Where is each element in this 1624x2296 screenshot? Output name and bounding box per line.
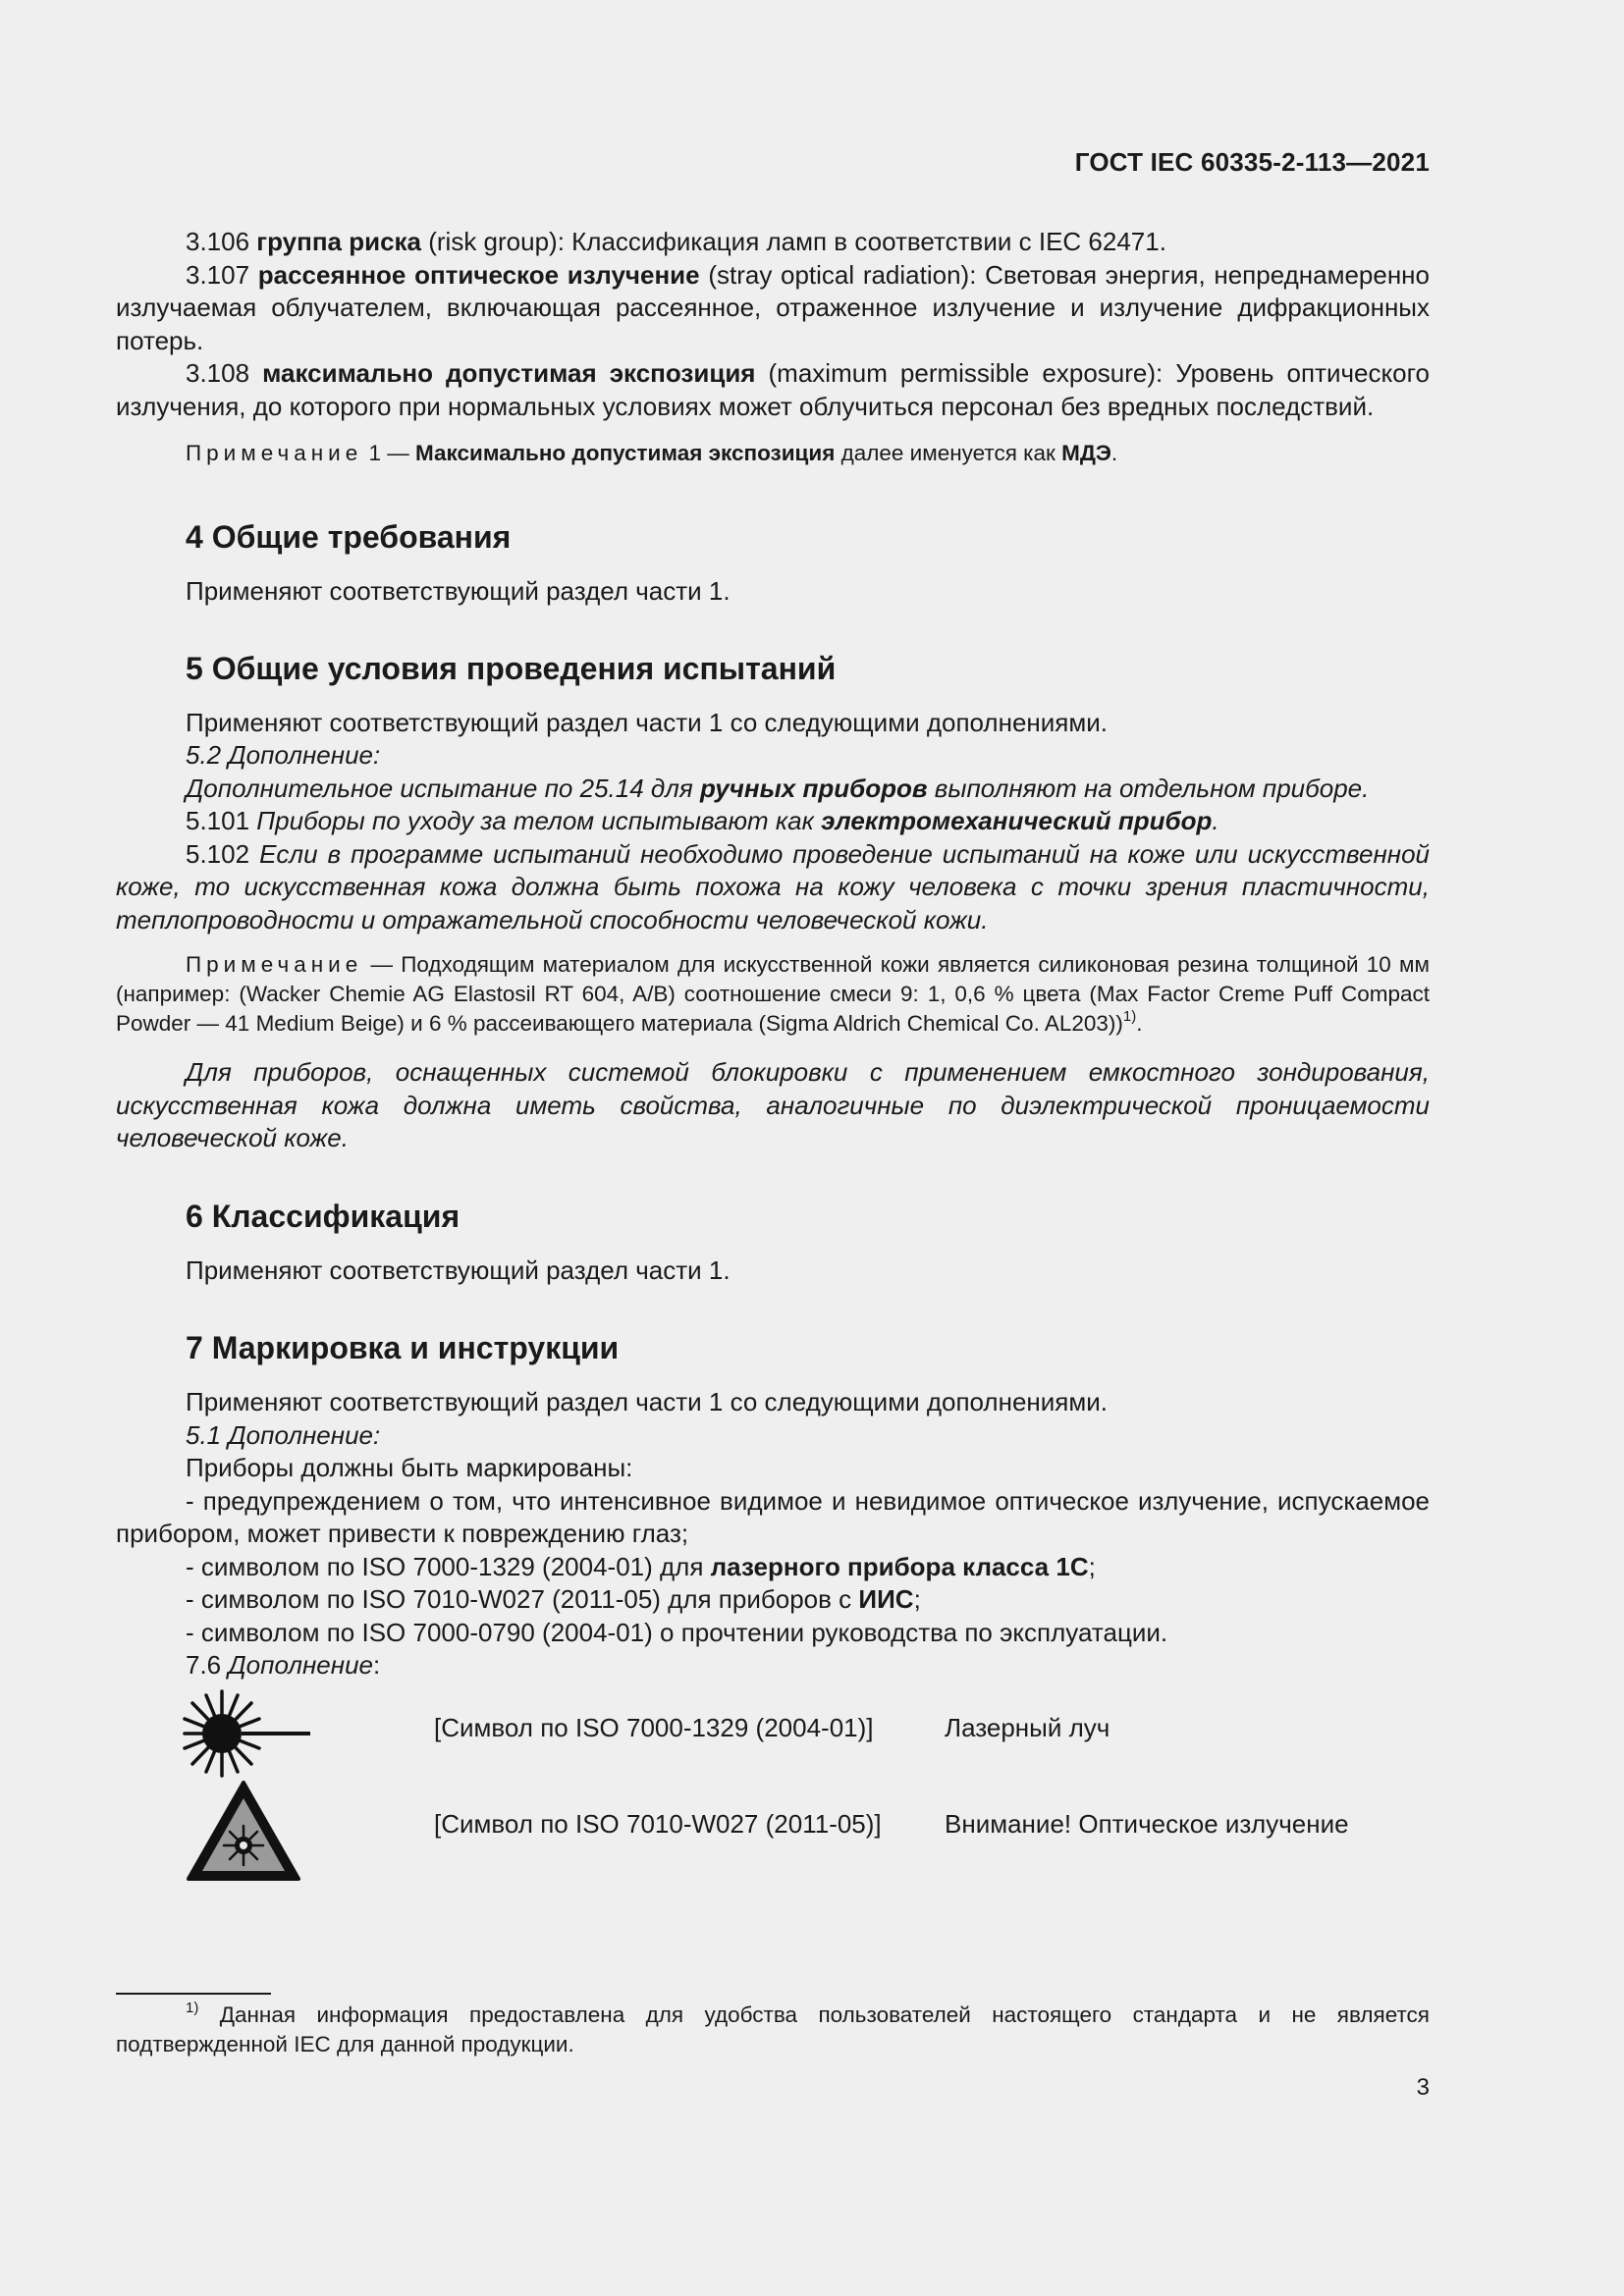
note-1: Примечание 1 — Максимально допустимая экспозиция далее именуется как МДЭ. [186, 441, 1118, 465]
marking-item-3: - символом по ISO 7010-W027 (2011-05) для приборов с ИИС; [186, 1584, 921, 1614]
definition-3-106: 3.106 группа риска (risk group): Классификация ламп в соответствии с IEC 62471. [186, 227, 1166, 256]
clause-5-102: 5.102 Если в программе испытаний необходимо проведение испытаний на коже или искусственной коже, то искусственная кожа должна быть похожа на кожу человека с точки зрения пластичности, теплопроводности и отражательной способности человеческой кожи. [116, 838, 1430, 934]
addition-5-2-label: 5.2 Дополнение: [186, 740, 381, 770]
addition-7-6-label: 7.6 Дополнение: [186, 1650, 381, 1680]
marking-item-2: - символом по ISO 7000-1329 (2004-01) для лазерного прибора класса 1С; [186, 1551, 1096, 1581]
section-7-intro: Применяют соответствующий раздел части 1 со следующими дополнениями. [186, 1387, 1108, 1416]
addition-5-1-label: 5.1 Дополнение: [186, 1419, 381, 1450]
page-body [116, 226, 1430, 1875]
symbol-desc-optical-warning: Внимание! Оптическое излучение [945, 1808, 1349, 1839]
definition-3-107: 3.107 рассеянное оптическое излучение (stray optical radiation): Световая энергия, непреднамеренно излучаемая облучателем, включающая рассеянное, отраженное излучение и излучение дифракционных потерь. [116, 259, 1431, 355]
section-7-heading: 7 Маркировка и инструкции [186, 1330, 620, 1365]
definition-3-108: 3.108 максимально допустимая экспозиция (maximum permissible exposure): Уровень оптического излучения, до которого при нормальных условиях может облучиться персонал без вредных последствий. [116, 358, 1430, 421]
symbol-row-laser [116, 1682, 1430, 1779]
marking-item-4: - символом по ISO 7000-0790 (2004-01) о прочтении руководства по эксплуатации. [186, 1617, 1168, 1647]
symbol-ref-laser: [Символ по ISO 7000-1329 (2004-01)] [434, 1712, 874, 1742]
section-4-heading: 4 Общие требования [186, 519, 512, 555]
section-6-text: Применяют соответствующий раздел части 1. [186, 1255, 731, 1285]
section-6-heading: 6 Классификация [186, 1198, 460, 1234]
marking-intro: Приборы должны быть маркированы: [186, 1453, 633, 1482]
symbol-desc-laser: Лазерный луч [945, 1712, 1110, 1742]
page-number: 3 [1416, 2074, 1430, 2101]
section-5-heading: 5 Общие условия проведения испытаний [186, 650, 837, 686]
clause-capacitive-sensing: Для приборов, оснащенных системой блокировки с применением емкостного зондирования, искусственная кожа должна иметь свойства, аналогичные по диэлектрической проницаемости человеческой коже. [116, 1057, 1430, 1152]
laser-beam-icon [183, 1687, 312, 1780]
section-4-text: Применяют соответствующий раздел части 1. [186, 576, 731, 606]
footnote-separator [116, 1993, 271, 1995]
symbol-ref-optical-warning: [Символ по ISO 7010-W027 (2011-05)] [434, 1808, 882, 1839]
addition-5-2-text: Дополнительное испытание по 25.14 для ручных приборов выполняют на отдельном приборе. [186, 773, 1370, 803]
footnote: $^{1)}$ Данная информация предоставлена для удобства пользователей настоящего стандарта и не является подтвержденной IEC для данной продукции. [116, 1999, 1430, 2056]
marking-item-1: - предупреждением о том, что интенсивное видимое и невидимое оптическое излучение, испускаемое прибором, может привести к повреждению глаз; [116, 1485, 1430, 1548]
section-5-intro: Применяют соответствующий раздел части 1 со следующими дополнениями. [186, 707, 1108, 737]
document-header: ГОСТ IEC 60335-2-113—2021 [1074, 147, 1430, 177]
symbol-row-optical-warning [116, 1779, 1430, 1875]
clause-5-101: 5.101 Приборы по уходу за телом испытывают как электромеханический прибор. [186, 806, 1219, 835]
optical-radiation-warning-icon [185, 1779, 302, 1885]
note-artificial-skin: Примечание — Подходящим материалом для искусственной кожи является силиконовая резина толщиной 10 мм (например: (Wacker Chemie AG Elastosil RT 604, A/B) соотношение смеси 9: 1, 0,6 % цвета (Max Factor Creme Puff Compact Powder — 41 Medium Beige) и 6 % рассеивающего материала (Sigma Aldrich Chemical Co. AL203))$^{1)}$. [116, 952, 1430, 1036]
